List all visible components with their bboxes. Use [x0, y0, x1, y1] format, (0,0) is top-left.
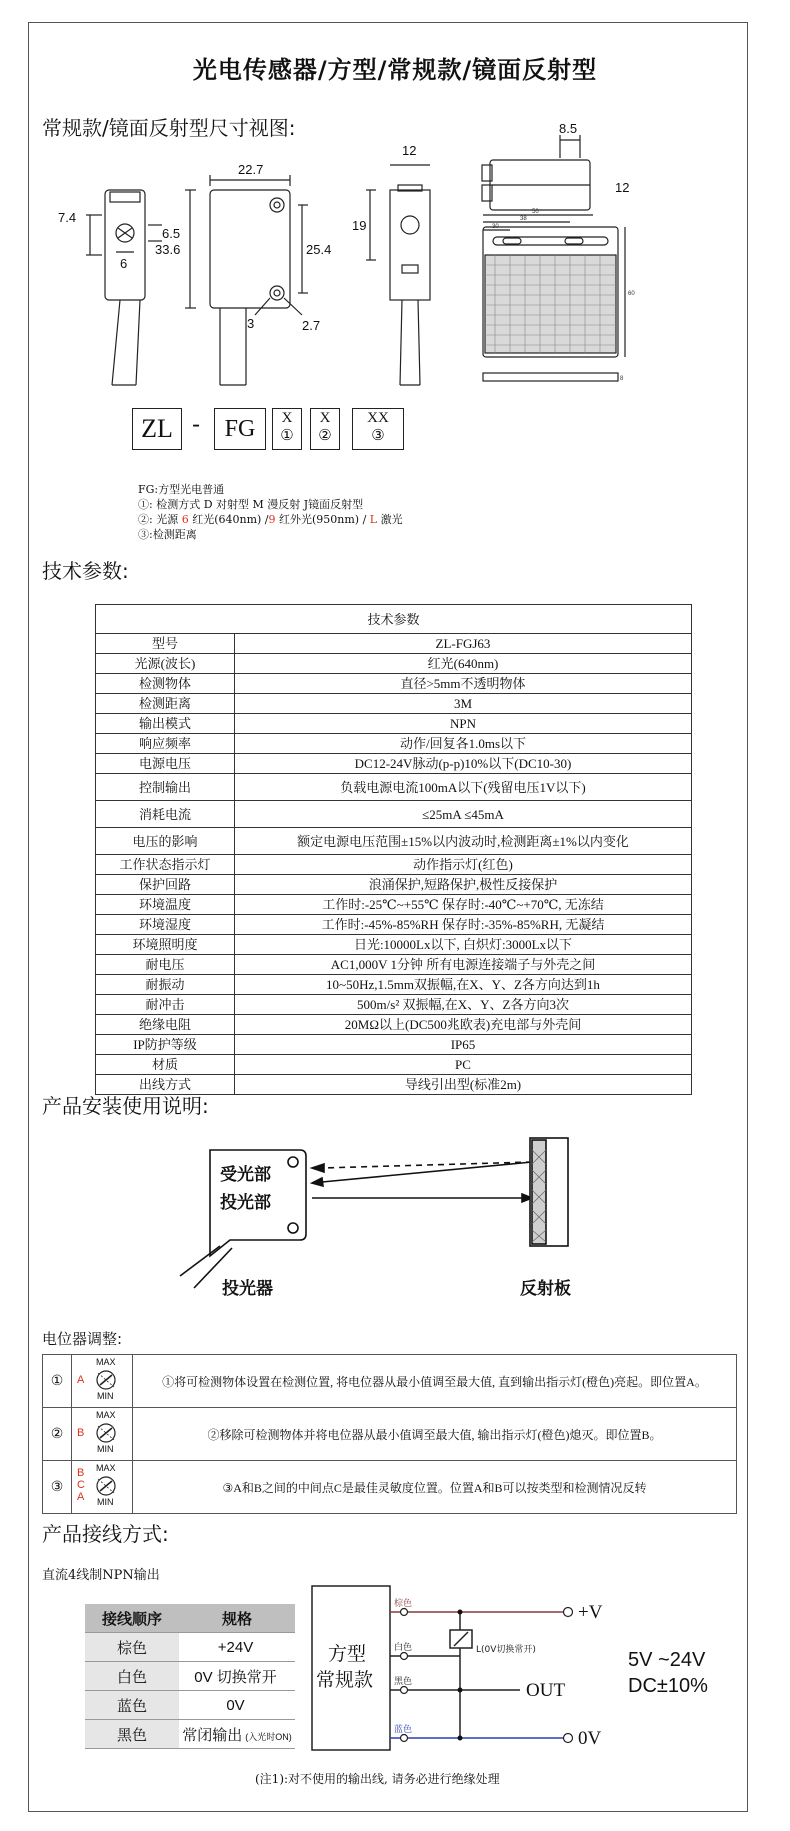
spec-row [96, 734, 692, 754]
terminal-plus-v [564, 1608, 573, 1617]
top-view [482, 135, 590, 210]
spec-key: 检测距离 [96, 694, 235, 714]
spec-key: 电源电压 [96, 754, 235, 774]
potentiometer-icon [94, 1369, 118, 1391]
terminal-label-out: OUT [526, 1680, 566, 1701]
dim-front-width: 22.7 [238, 162, 264, 177]
spec-value: AC1,000V 1分钟 所有电源连接端子与外壳之间 [235, 955, 692, 975]
wiring-header-order: 接线顺序 [85, 1604, 179, 1633]
spec-value: 20MΩ以上(DC500兆欧表)充电部与外壳间 [235, 1015, 692, 1035]
wiring-row [85, 1662, 295, 1691]
wiring-table [85, 1604, 295, 1749]
dim-top-height: 12 [615, 180, 630, 195]
spec-key: 绝缘电阻 [96, 1015, 235, 1035]
wiring-note: (注1):对不使用的输出线, 请务必进行绝缘处理 [255, 1772, 500, 1786]
wire-color: 白色 [85, 1662, 179, 1691]
spec-value: IP65 [235, 1035, 692, 1055]
spec-table-header: 技术参数 [96, 605, 692, 634]
potentiometer-icon [94, 1475, 118, 1497]
pot-description: ③A和B之间的中间点C是最佳灵敏度位置。位置A和B可以按类型和检测情况反转 [133, 1461, 737, 1514]
terminal-label-zero-v: 0V [578, 1728, 602, 1749]
receiver-label: 受光部 [220, 1165, 271, 1185]
spec-key: 检测物体 [96, 674, 235, 694]
dim-front-hole: 25.4 [306, 242, 332, 257]
pot-table [42, 1354, 737, 1514]
dim-reflector-38: 38 [520, 216, 527, 222]
wire-label-black: 黑色 [394, 1677, 413, 1687]
wiring-table-header [85, 1604, 295, 1633]
dim-reflector-30: 30 [492, 224, 499, 230]
spec-row [96, 714, 692, 734]
spec-key: 输出模式 [96, 714, 235, 734]
spec-value: ≤25mA ≤45mA [235, 801, 692, 828]
spec-row [96, 654, 692, 674]
device-label-1: 方型 [328, 1644, 367, 1665]
wire-spec: 0V 切换常开 [179, 1662, 295, 1691]
spec-value: 直径>5mm不透明物体 [235, 674, 692, 694]
wire-color: 黑色 [85, 1720, 179, 1749]
legend-line-2: ①: 检测方式 D 对射型 M 漫反射 J镜面反射型 [138, 498, 364, 511]
spec-row [96, 801, 692, 828]
wire-label-blue: 蓝色 [394, 1725, 413, 1735]
dim-side-7-4: 7.4 [58, 210, 77, 225]
spec-value: 导线引出型(标准2m) [235, 1075, 692, 1095]
spec-value: 额定电源电压范围±15%以内波动时,检测距离±1%以内变化 [235, 828, 692, 855]
wire-spec-note: (入光时ON) [245, 1731, 292, 1742]
dim-reflector-8: 8 [620, 376, 624, 382]
dim-top-width: 8.5 [559, 121, 578, 136]
spec-table [95, 604, 692, 1095]
pot-icon-cell: B C A MAX MIN [72, 1461, 133, 1514]
voltage-range: 5V ~24V [628, 1649, 706, 1671]
spec-value: 日光:10000Lx以下, 白炽灯:3000Lx以下 [235, 935, 692, 955]
spec-key: 环境照明度 [96, 935, 235, 955]
spec-key: 控制输出 [96, 774, 235, 801]
dim-reflector-50: 50 [532, 209, 539, 215]
wiring-row [85, 1720, 295, 1749]
pot-icon-cell: B MAX MIN [72, 1408, 133, 1461]
spec-row [96, 895, 692, 915]
spec-row [96, 694, 692, 714]
install-diagram [180, 1120, 620, 1300]
spec-key: 型号 [96, 634, 235, 654]
pot-description: ②移除可检测物体并将电位器从最小值调至最大值, 输出指示灯(橙色)熄灭。即位置B。 [133, 1408, 737, 1461]
model-legend [138, 482, 403, 542]
spec-row [96, 634, 692, 654]
spec-key: 消耗电流 [96, 801, 235, 828]
spec-row [96, 754, 692, 774]
end-view [366, 165, 430, 385]
pot-icon-cell: A MAX MIN [72, 1355, 133, 1408]
spec-key: 环境湿度 [96, 915, 235, 935]
spec-key: 材质 [96, 1055, 235, 1075]
pot-row [43, 1355, 737, 1408]
spec-value: 500m/s² 双振幅,在X、Y、Z各方向3次 [235, 995, 692, 1015]
spec-value: 浪涌保护,短路保护,极性反接保护 [235, 875, 692, 895]
wire-label-brown: 棕色 [394, 1599, 413, 1609]
voltage-tolerance: DC±10% [628, 1675, 708, 1697]
device-label: 投光器 [222, 1279, 273, 1299]
relay-label: L(0V切换常开) [476, 1645, 536, 1655]
legend-line-1: FG:方型光电普通 [138, 483, 225, 496]
spec-key: 电压的影响 [96, 828, 235, 855]
wire-label-white: 白色 [394, 1643, 413, 1653]
spec-row [96, 774, 692, 801]
spec-row [96, 1035, 692, 1055]
dim-front-3: 3 [247, 316, 255, 331]
model-code-box-1: X ① [272, 408, 302, 450]
legend-line-4: ③:检测距离 [138, 528, 197, 541]
terminal-zero-v [564, 1734, 573, 1743]
wire-spec: 常闭输出 (入光时ON) [179, 1720, 295, 1749]
spec-value: 10~50Hz,1.5mm双振幅,在X、Y、Z各方向达到1h [235, 975, 692, 995]
spec-value: PC [235, 1055, 692, 1075]
dim-end-width: 12 [402, 143, 417, 158]
spec-row [96, 975, 692, 995]
spec-key: 出线方式 [96, 1075, 235, 1095]
spec-key: 响应频率 [96, 734, 235, 754]
page-title: 光电传感器/方型/常规款/镜面反射型 [192, 56, 598, 84]
reflector-label: 反射板 [520, 1279, 571, 1299]
spec-key: 保护回路 [96, 875, 235, 895]
spec-row [96, 855, 692, 875]
pot-row [43, 1408, 737, 1461]
spec-row [96, 935, 692, 955]
dim-front-2-7: 2.7 [302, 318, 321, 333]
wire-spec: +24V [179, 1633, 295, 1662]
model-code-dash: - [192, 410, 201, 438]
spec-value: 3M [235, 694, 692, 714]
reflector-view [483, 215, 625, 381]
dim-reflector-60: 60 [628, 291, 635, 297]
device-label-2: 常规款 [316, 1670, 374, 1691]
spec-key: 光源(波长) [96, 654, 235, 674]
emitter-label: 投光部 [220, 1193, 271, 1213]
dim-end-height: 19 [352, 218, 367, 233]
spec-key: 耐电压 [96, 955, 235, 975]
wiring-header-spec: 规格 [179, 1604, 295, 1633]
model-code-zl: ZL [132, 408, 182, 450]
spec-key: 环境温度 [96, 895, 235, 915]
spec-row [96, 828, 692, 855]
spec-row [96, 955, 692, 975]
dim-side-6-5: 6.5 [162, 226, 181, 241]
potentiometer-icon [94, 1422, 118, 1444]
spec-key: 耐冲击 [96, 995, 235, 1015]
spec-value: 红光(640nm) [235, 654, 692, 674]
model-code-box-3: XX ③ [352, 408, 404, 450]
spec-row [96, 1055, 692, 1075]
section-dimensions: 常规款/镜面反射型尺寸视图: [42, 116, 296, 140]
spec-value: 动作/回复各1.0ms以下 [235, 734, 692, 754]
pot-step-number: ① [43, 1355, 72, 1408]
front-view [185, 175, 308, 385]
spec-value: 工作时:-25℃~+55℃ 保存时:-40℃~+70℃, 无冻结 [235, 895, 692, 915]
wiring-row [85, 1633, 295, 1662]
spec-value: 负载电源电流100mA以下(残留电压1V以下) [235, 774, 692, 801]
model-code-box-2: X ② [310, 408, 340, 450]
side-view [86, 190, 162, 385]
spec-key: 耐振动 [96, 975, 235, 995]
section-potentiometer: 电位器调整: [42, 1330, 123, 1348]
section-wiring: 产品接线方式: [42, 1522, 169, 1546]
spec-row [96, 1015, 692, 1035]
spec-row [96, 875, 692, 895]
pot-description: ①将可检测物体设置在检测位置, 将电位器从最小值调至最大值, 直到输出指示灯(橙色)亮起。即位置A。 [133, 1355, 737, 1408]
device-box [312, 1586, 390, 1750]
wire-color: 棕色 [85, 1633, 179, 1662]
spec-value: DC12-24V脉动(p-p)10%以下(DC10-30) [235, 754, 692, 774]
dim-front-height: 33.6 [155, 242, 181, 257]
spec-value: 动作指示灯(红色) [235, 855, 692, 875]
wiring-diagram [310, 1580, 740, 1760]
wire-spec: 0V [179, 1691, 295, 1720]
pot-step-number: ② [43, 1408, 72, 1461]
spec-row [96, 674, 692, 694]
spec-row [96, 995, 692, 1015]
pot-step-number: ③ [43, 1461, 72, 1514]
spec-key: IP防护等级 [96, 1035, 235, 1055]
spec-value: NPN [235, 714, 692, 734]
model-code-fg: FG [214, 408, 266, 450]
dim-side-6: 6 [120, 256, 128, 271]
wire-color: 蓝色 [85, 1691, 179, 1720]
pot-row [43, 1461, 737, 1514]
terminal-label-plus-v: +V [578, 1602, 603, 1623]
section-install: 产品安装使用说明: [42, 1094, 209, 1118]
spec-row [96, 915, 692, 935]
wiring-subtitle: 直流4线制NPN输出 [42, 1568, 160, 1583]
wiring-row [85, 1691, 295, 1720]
spec-value: 工作时:-45%-85%RH 保存时:-35%-85%RH, 无凝结 [235, 915, 692, 935]
spec-key: 工作状态指示灯 [96, 855, 235, 875]
section-tech: 技术参数: [42, 559, 129, 583]
spec-value: ZL-FGJ63 [235, 634, 692, 654]
legend-line-3: ②: 光源 6 红光(640nm) /9 红外光(950nm) / L 激光 [138, 513, 403, 526]
